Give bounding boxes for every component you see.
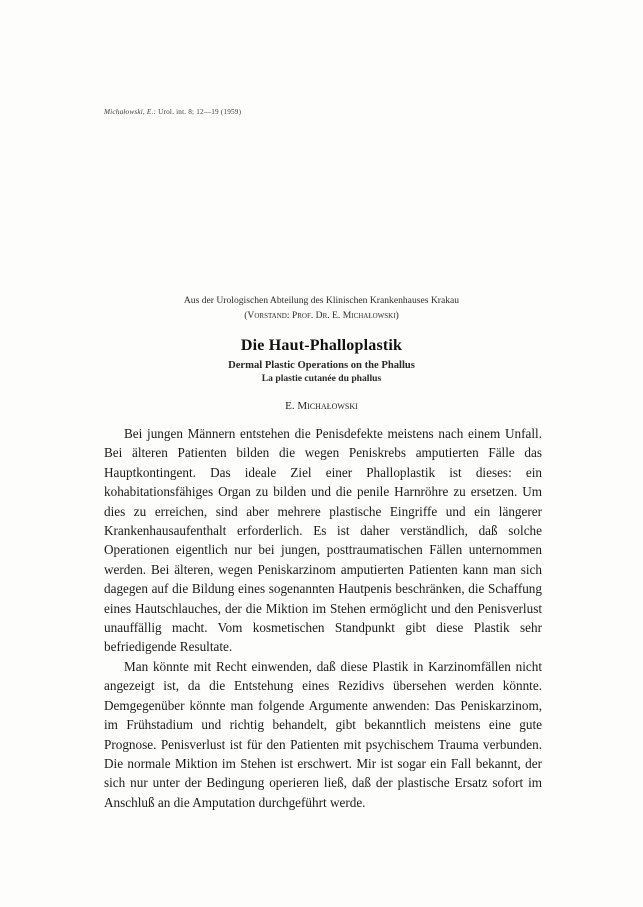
running-head — [104, 108, 241, 116]
author-name: E. Michałowski — [285, 400, 358, 412]
paragraph: Bei jungen Männern entstehen die Penisdefekte meistens nach einem Unfall. Bei älteren Patienten bilden die wegen Peniskrebs amputierten Fälle das Hauptkontingent. Das ideale Ziel einer Phalloplastik ist dieses: ein kohabitationsfähiges Organ zu bilden und die penile Harnröhre zu ersetzen. Um dies zu erreichen, sind aber mehrere plastische Eingriffe und ein längerer Krankenhausaufenthalt erforderlich. Es ist daher verständlich, daß solche Operationen eigentlich nur bei jungen, posttraumatischen Fällen unternommen werden. Bei älteren, wegen Peniskarzinom amputierten Patienten kann man sich dagegen auf die Bildung eines sogenannten Hautpenis beschränken, die Schaffung eines Hautschlauches, der die Miktion im Stehen ermöglicht und den Penisverlust unauffällig macht. Vom kosmetischen Standpunkt gibt diese Plastik sehr befriedigende Resultate. — [104, 426, 542, 655]
affiliation-line-1: Aus der Urologischen Abteilung des Klinischen Krankenhauses Krakau — [183, 295, 460, 306]
page-title: Die Haut-Phalloplastik — [240, 337, 403, 354]
running-head-author: Michałowski, E.: — [104, 108, 157, 116]
article-body — [104, 424, 542, 812]
title-english: Dermal Plastic Operations on the Phallus — [228, 360, 415, 371]
running-head-citation: Urol. int. 8; 12—19 (1959) — [158, 108, 242, 116]
paragraph: Man könnte mit Recht einwenden, daß diese Plastik in Karzinomfällen nicht angezeigt ist, da die Entstehung eines Rezidivs übersehen werden könnte. Demgegenüber könnte man folgende Argumente anwenden: Das Peniskarzinom, im Frühstadium und richtig behandelt, gibt bekanntlich meistens eine gute Prognose. Penisverlust ist für den Patienten mit psychischem Trauma verbunden. Die normale Miktion im Stehen ist erschwert. Mir ist sogar ein Fall bekannt, der sich nur unter der Bedingung operieren ließ, daß der plastische Ersatz sofort im Anschluß an die Amputation durchgeführt werde. — [104, 658, 542, 810]
affiliation-block — [0, 294, 643, 324]
affiliation-line-2: (Vorstand: Prof. Dr. E. Michałowski) — [244, 310, 399, 322]
title-french: La plastie cutanée du phallus — [261, 373, 382, 384]
